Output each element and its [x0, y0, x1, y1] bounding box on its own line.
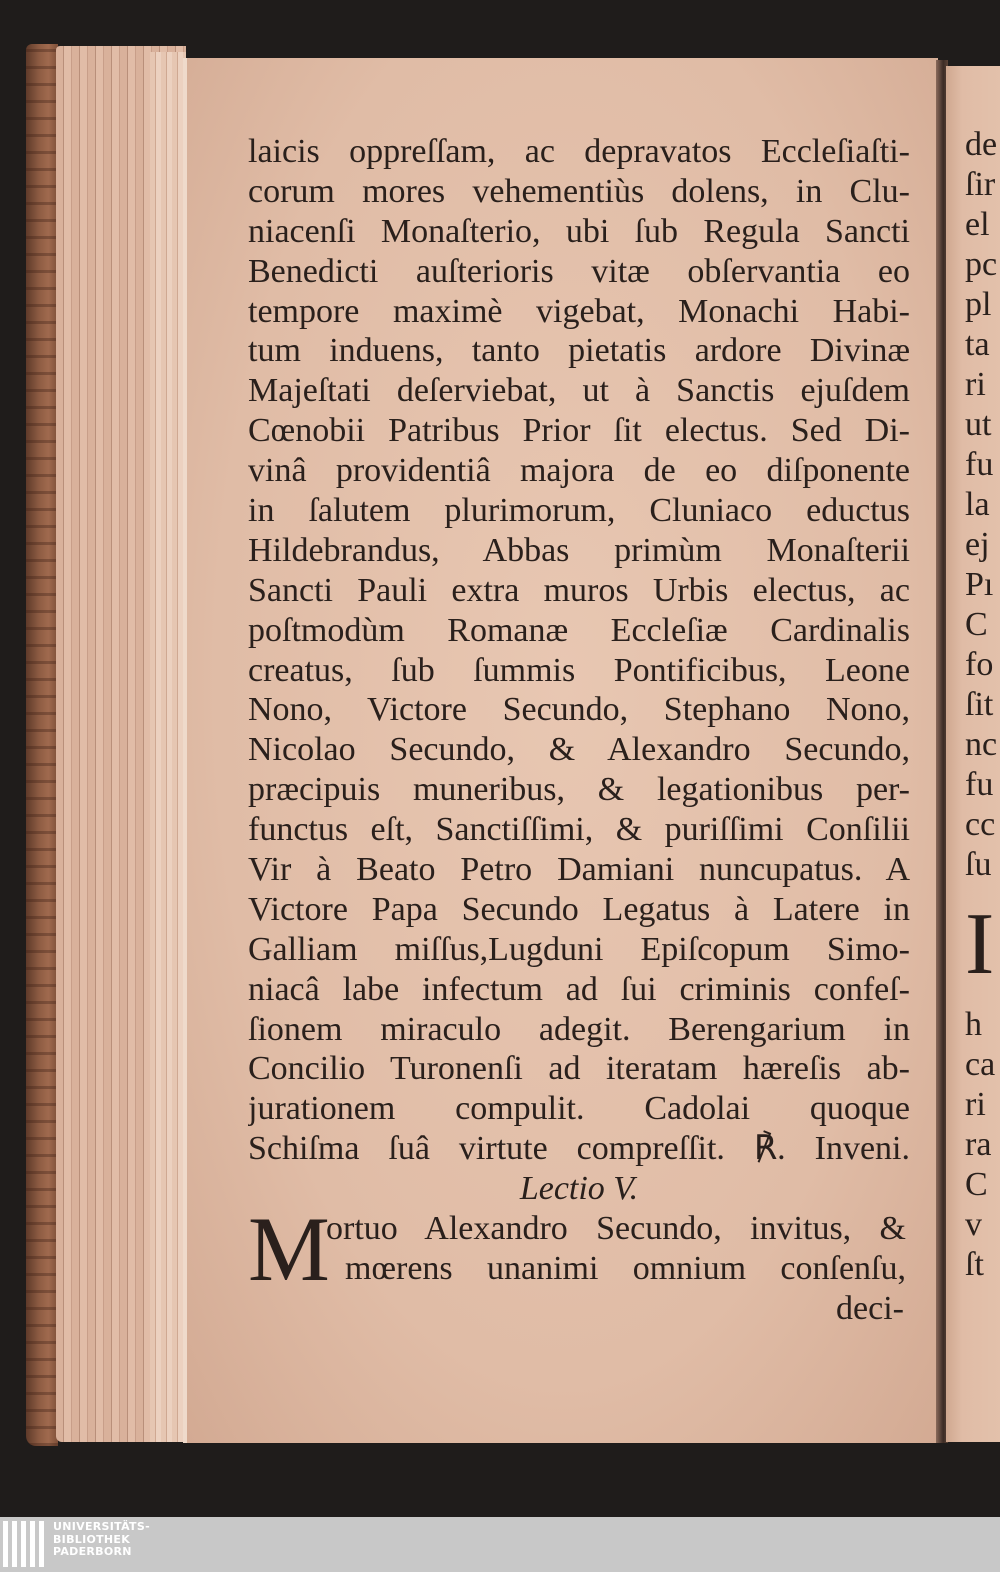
right-page-line: h: [965, 1006, 982, 1043]
page-stack-inner-edges: [150, 52, 186, 1442]
right-page-line: ta: [965, 326, 990, 363]
text-line: Hildebrandus, Abbas primùm Monaſterii: [248, 531, 910, 569]
text-line: corum mores vehementiùs dolens, in Clu-: [248, 172, 910, 210]
right-page-line: ſt: [965, 1246, 984, 1283]
text-line: præcipuis muneribus, & legationibus per-: [248, 771, 910, 809]
right-page-line: cc: [965, 806, 996, 843]
library-logo-text: [53, 1521, 150, 1559]
text-line: jurationem compulit. Cadolai quoque: [248, 1090, 910, 1128]
text-line: Cœnobii Patribus Prior ſit electus. Sed Di-: [248, 412, 910, 450]
text-line: Galliam miſſus,Lugduni Epiſcopum Simo-: [248, 930, 910, 968]
right-page-line: fu: [965, 766, 994, 803]
text-line: Benedicti auſterioris vitæ obſervantia eo: [248, 252, 910, 290]
text-line: Nono, Victore Secundo, Stephano Nono,: [248, 691, 910, 729]
right-page-text: [965, 125, 1000, 1285]
text-line: niacâ labe infectum ad ſui criminis confeſ-: [248, 970, 910, 1008]
book-cover-edge: [26, 44, 58, 1446]
right-page-line: fo: [965, 646, 994, 683]
right-page-line: ca: [965, 1046, 996, 1083]
text-line: functus eſt, Sanctiſſimi, & puriſſimi Conſilii: [248, 811, 910, 849]
text-line: laicis oppreſſam, ac depravatos Eccleſiaſti-: [248, 133, 910, 170]
text-line: Vir à Beato Petro Damiani nuncupatus. A: [248, 851, 910, 889]
text-line: ſionem miraculo adegit. Berengarium in: [248, 1010, 910, 1048]
text-line: vinâ providentiâ majora de eo diſponente: [248, 452, 910, 490]
logo-line: PADERBORN: [53, 1545, 132, 1558]
text-line: ortuo Alexandro Secundo, invitus, &: [326, 1210, 906, 1248]
text-line: mœrens unanimi omnium conſenſu,: [345, 1250, 906, 1288]
right-page-line: ri: [965, 366, 986, 403]
right-page-line: nc: [965, 726, 998, 763]
library-logo-icon: [3, 1521, 47, 1567]
right-page-line: v: [965, 1206, 982, 1243]
right-page-line: C: [965, 1166, 988, 1203]
right-page-line: ſit: [965, 686, 994, 723]
text-line: Victore Papa Secundo Legatus à Latere in: [248, 890, 910, 928]
page-text-block: [248, 132, 910, 1329]
right-page-line: ſir: [965, 166, 996, 203]
right-page-line: ri: [965, 1086, 986, 1123]
right-page-line: pl: [965, 286, 992, 323]
right-page-line: el: [965, 206, 990, 243]
text-line: tempore maximè vigebat, Monachi Habi-: [248, 292, 910, 330]
text-line: tum induens, tanto pietatis ardore Divinæ: [248, 332, 910, 370]
drop-cap-letter: M: [248, 1198, 330, 1301]
right-page-line: ut: [965, 406, 992, 443]
right-page-line: Pı: [965, 566, 994, 603]
catchword: deci-: [836, 1290, 904, 1328]
text-line: in ſalutem plurimorum, Cluniaco eductus: [248, 492, 910, 530]
text-line: Nicolao Secundo, & Alexandro Secundo,: [248, 731, 910, 769]
text-line: niacenſi Monaſterio, ubi ſub Regula Sancti: [248, 212, 910, 250]
text-line: Schiſma ſuâ virtute compreſſit. ℟. Inveni.: [248, 1130, 910, 1168]
lectio-heading: Lectio V.: [519, 1170, 639, 1208]
right-page-line: fu: [965, 446, 994, 483]
right-page-line: pc: [965, 246, 998, 283]
text-line: creatus, ſub ſummis Pontificibus, Leone: [248, 651, 910, 689]
right-page-line: ſu: [965, 846, 992, 883]
right-page-line: C: [965, 606, 988, 643]
library-footer-bar: [0, 1517, 1000, 1572]
text-line: Majeſtati deſerviebat, ut à Sanctis ejuſdem: [248, 372, 910, 410]
text-line: Sancti Pauli extra muros Urbis electus, ac: [248, 571, 910, 609]
text-line: poſtmodùm Romanæ Eccleſiæ Cardinalis: [248, 611, 910, 649]
logo-line: BIBLIOTHEK: [53, 1532, 131, 1546]
drop-cap-paragraph: [248, 1198, 910, 1301]
right-page-fragment: [946, 66, 1000, 1442]
right-page-line: la: [965, 486, 990, 523]
right-page-line: de: [965, 126, 998, 163]
text-line: Concilio Turonenſi ad iteratam hæreſis ab-: [248, 1050, 910, 1088]
right-page-line: ra: [965, 1126, 992, 1163]
right-page-line: ej: [965, 526, 990, 563]
logo-line: UNIVERSITÄTS-: [53, 1520, 150, 1533]
right-page-drop-cap: I: [965, 896, 995, 993]
